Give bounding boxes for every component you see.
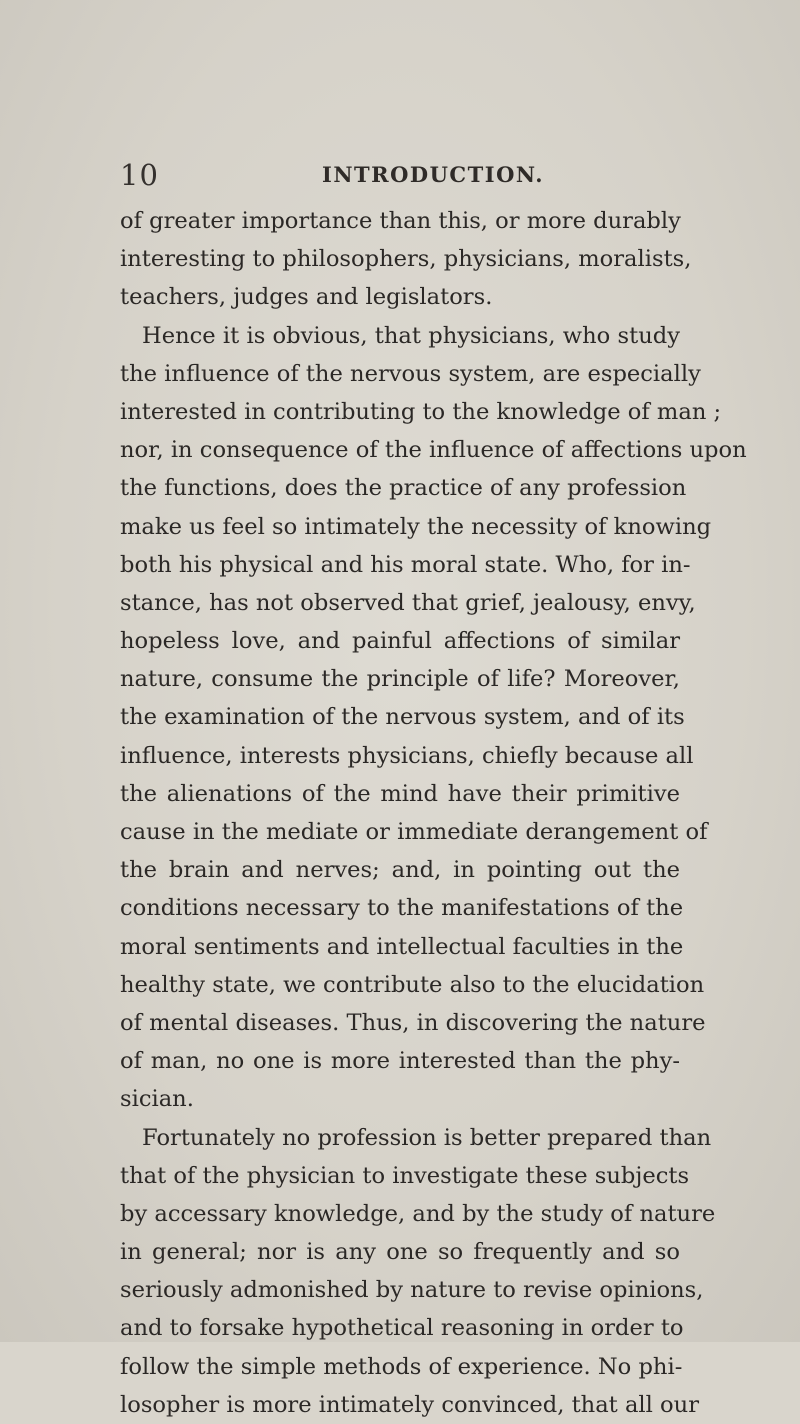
text-line: interesting to philosophers, physicians, moralists, (120, 246, 692, 273)
body-text (120, 202, 747, 1424)
paragraph-start-line: Fortunately no profession is better prepared than (142, 1124, 712, 1151)
text-line: sician. (120, 1086, 194, 1113)
text-line: healthy state, we contribute also to the elucidation (120, 971, 705, 998)
running-head: INTRODUCTION. (322, 162, 545, 187)
text-line: both his physical and his moral state. Who, for in- (120, 551, 691, 578)
text-line: the examination of the nervous system, and of its (120, 704, 685, 731)
text-line: teachers, judges and legislators. (120, 284, 493, 311)
text-line: nor, in consequence of the influence of affections upon (120, 437, 747, 464)
text-line: moral sentiments and intellectual faculties in the (120, 933, 684, 960)
text-line: and to forsake hypothetical reasoning in order to (120, 1315, 684, 1342)
text-line: follow the simple methods of experience. No phi- (120, 1353, 683, 1380)
text-line: in general; nor is any one so frequently and so (120, 1239, 680, 1266)
text-line: influence, interests physicians, chiefly because all (120, 742, 694, 769)
text-line: make us feel so intimately the necessity of knowing (120, 513, 712, 540)
text-line: the alienations of the mind have their primitive (120, 780, 680, 807)
text-line: of mental diseases. Thus, in discovering the nature (120, 1009, 706, 1036)
page-number: 10 (120, 158, 159, 192)
text-line: stance, has not observed that grief, jealousy, envy, (120, 589, 696, 616)
text-line: hopeless love, and painful affections of similar (120, 628, 680, 655)
text-line: seriously admonished by nature to revise opinions, (120, 1277, 704, 1304)
text-line: the influence of the nervous system, are especially (120, 360, 701, 387)
text-line: by accessary knowledge, and by the study of nature (120, 1200, 716, 1227)
text-line: conditions necessary to the manifestations of the (120, 895, 684, 922)
text-line: nature, consume the principle of life? Moreover, (120, 666, 680, 693)
text-line: the functions, does the practice of any profession (120, 475, 687, 502)
text-line: interested in contributing to the knowledge of man ; (120, 398, 722, 425)
text-line: of greater importance than this, or more durably (120, 208, 681, 234)
text-line: the brain and nerves; and, in pointing out the (120, 857, 680, 884)
text-line: that of the physician to investigate these subjects (120, 1162, 690, 1189)
page-header (0, 158, 800, 198)
text-line: losopher is more intimately convinced, that all our (120, 1391, 699, 1418)
text-line: cause in the mediate or immediate derangement of (120, 819, 708, 845)
text-line: of man, no one is more interested than the phy- (120, 1048, 680, 1075)
paragraph-start-line: Hence it is obvious, that physicians, who study (142, 322, 680, 349)
